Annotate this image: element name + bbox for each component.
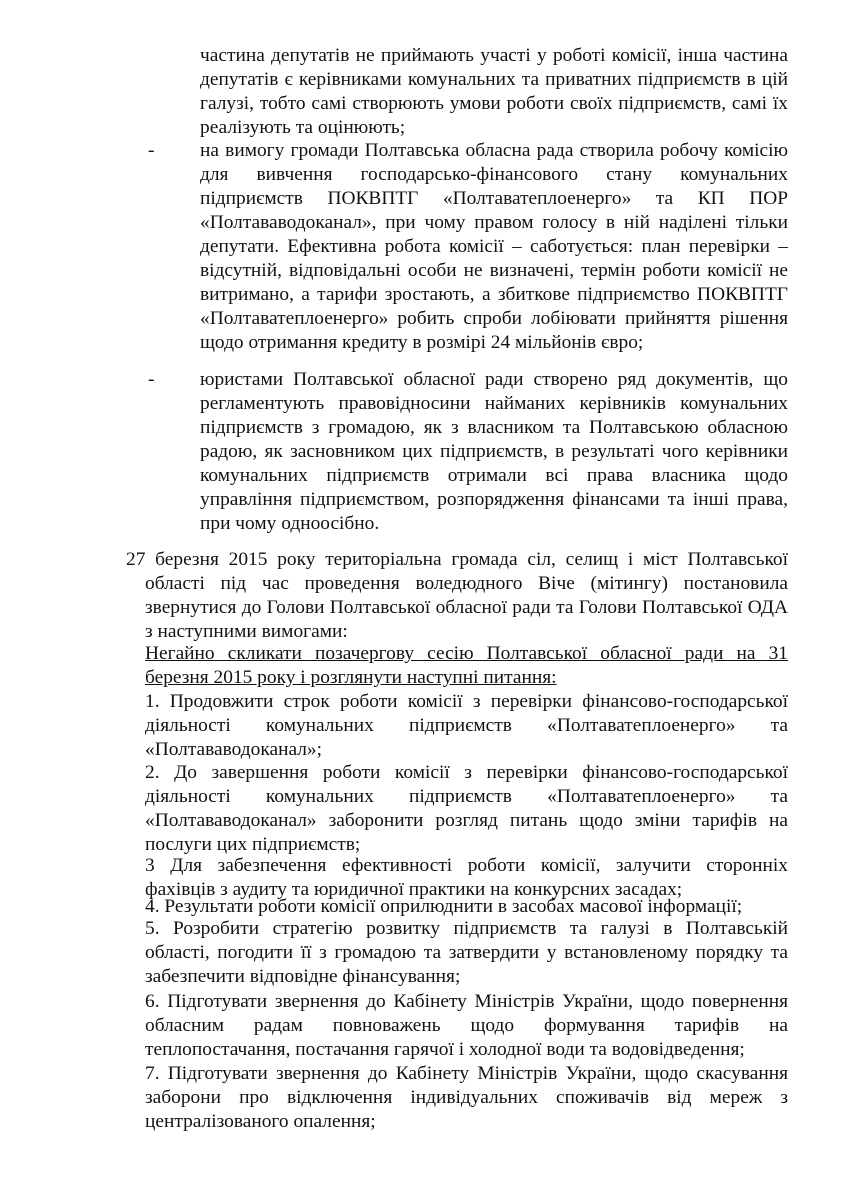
list-item: 5. Розробити стратегію розвитку підприємств та галузі в Полтавській області, погодити її з громадою та затвердити у встановленому порядку та забезпечити відповідне фінансування; (145, 918, 788, 987)
bullet-text-commission: на вимогу громади Полтавська обласна рада створила робочу комісію для вивчення господарсько-фінансового стану комунальних підприємств ПОКВПТГ «Полтаватеплоенерго» та КП ПОР «Полтававодоканал», при чому правом голосу в ній наділені тільки депутати. Ефективна робота комісії – саботується: план перевірки – відсутній, відповідальні особи не визначені, термін роботи комісії не витримано, а тарифи зростають, а збиткове підприємство ПОКВПТГ «Полтаватеплоенерго» робить спроби лобіювати прийняття рішення щодо отримання кредиту в розмірі 24 мільйонів євро; (200, 140, 788, 353)
bullet-text-lawyers: юристами Полтавської обласної ради створено ряд документів, що регламентують правовідносини найманих керівників комунальних підприємств з громадою, як з власником та Полтавською обласною радою, як засновником цих підприємств, в результаті чого керівники комунальних підприємств отримали всі права власника щодо управління підприємством, розпорядження фінансами та інші права, при чому одноосібно. (200, 369, 788, 534)
requirement-heading: Негайно скликати позачергову сесію Полтавської обласної ради на 31 березня 2015 року і розглянути наступні питання: (145, 643, 788, 688)
intro-paragraph: 27 березня 2015 року територіальна громада сіл, селищ і міст Полтавської області під час проведення воледюдного Віче (мітингу) постановила звернутися до Голови Полтавської обласної ради та Голови Полтавської ОДА з наступними вимогами: (126, 549, 788, 642)
list-item: 3 Для забезпечення ефективності роботи комісії, залучити сторонніх фахівців з аудиту та юридичної практики на конкурсних засадах; (145, 855, 788, 900)
list-item: 4. Результати роботи комісії оприлюднити в засобах масової інформації; (145, 896, 743, 917)
list-item: 7. Підготувати звернення до Кабінету Міністрів України, щодо скасування заборони про відключення індивідуальних споживачів від мереж з централізованого опалення; (145, 1063, 788, 1132)
bullet-dash: - (148, 140, 155, 161)
bullet-dash: - (148, 369, 155, 390)
bullet-continuation-text: частина депутатів не приймають участі у роботі комісії, інша частина депутатів є керівниками комунальних та приватних підприємств в цій галузі, тобто самі створюють умови роботи своїх підприємств, самі їх реалізують та оцінюють; (200, 45, 788, 138)
list-item: 2. До завершення роботи комісії з перевірки фінансово-господарської діяльності комунальних підприємств «Полтаватеплоенерго» та «Полтававодоканал» заборонити розгляд питань щодо зміни тарифів на послуги цих підприємств; (145, 762, 788, 855)
list-item: 6. Підготувати звернення до Кабінету Міністрів України, щодо повернення обласним радам повноважень щодо формування тарифів на теплопостачання, постачання гарячої і холодної води та водовідведення; (145, 991, 788, 1060)
list-item: 1. Продовжити строк роботи комісії з перевірки фінансово-господарської діяльності комунальних підприємств «Полтаватеплоенерго» та «Полтававодоканал»; (145, 691, 788, 760)
